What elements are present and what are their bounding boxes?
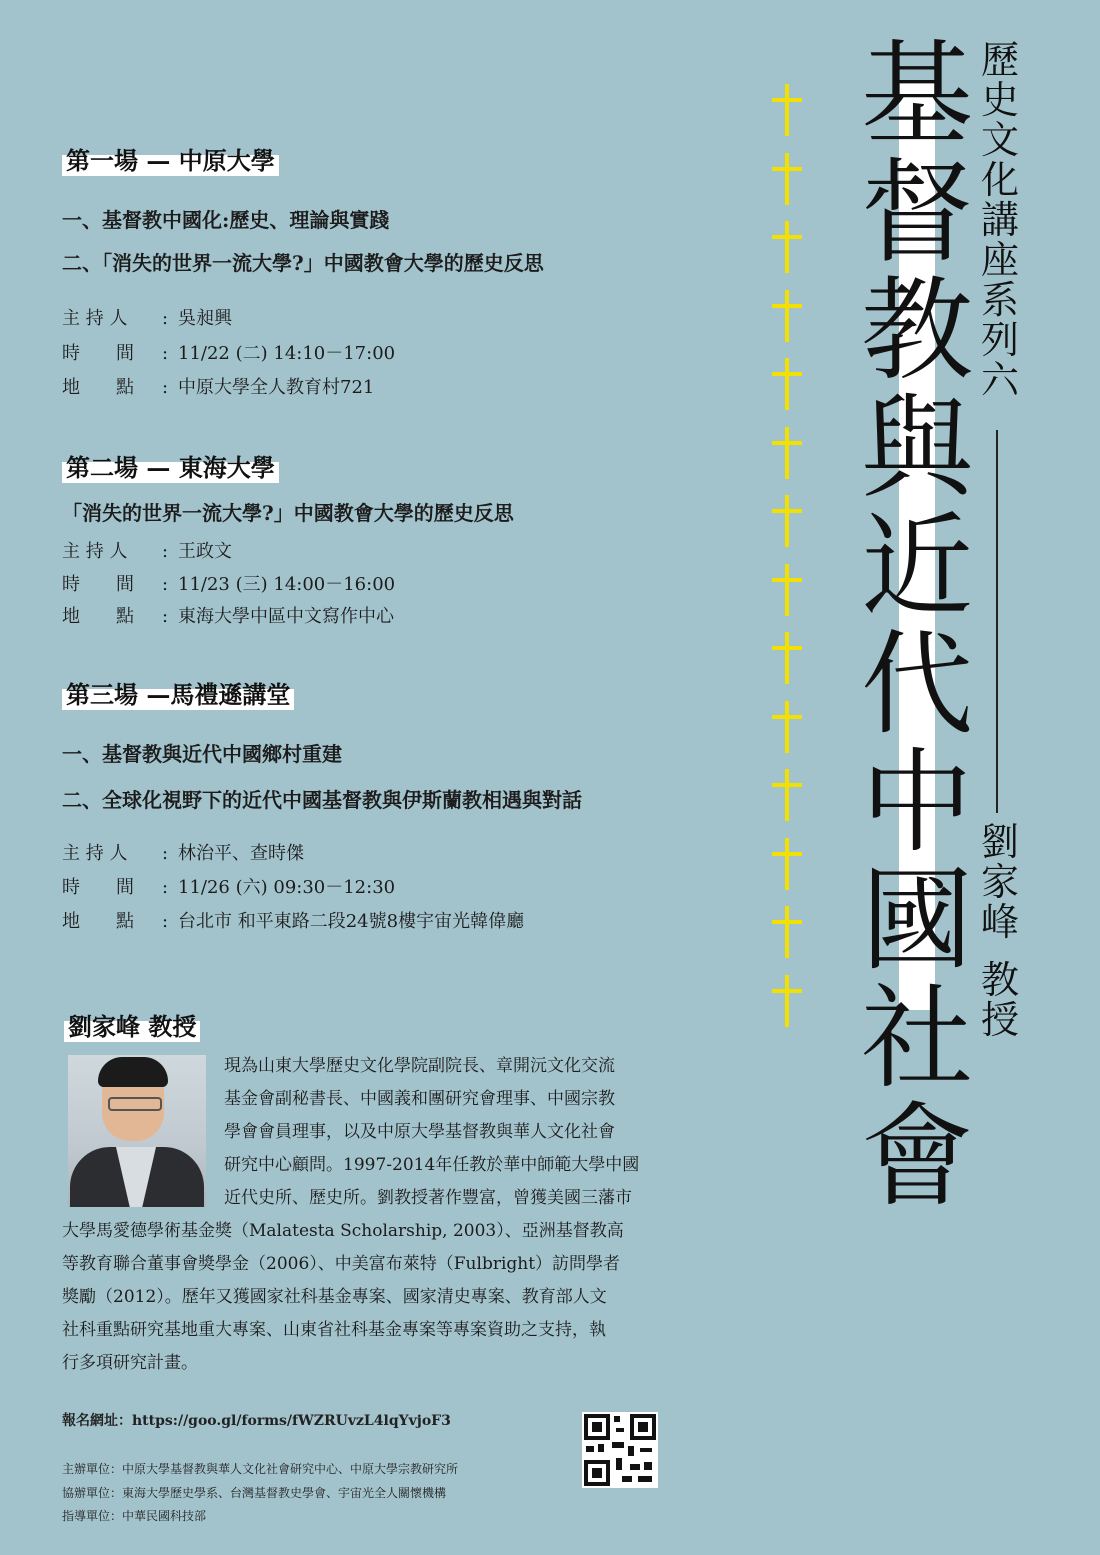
session-1-topic-1: 一、基督教中國化:歷史、理論與實踐 bbox=[62, 208, 390, 232]
author-char: 家 bbox=[980, 860, 1019, 904]
time-label: 時 間 bbox=[62, 343, 134, 364]
session-2-time-row: 時 間 : 11/23 (三) 14:00－16:00 bbox=[62, 570, 395, 596]
cross-icon bbox=[772, 838, 802, 890]
session-1-host-row: 主 持 人 : 吳昶興 bbox=[62, 304, 232, 330]
series-char: 六 bbox=[980, 358, 1019, 402]
session-1-place-row: 地 點 : 中原大學全人教育村721 bbox=[62, 373, 374, 399]
place-value: 東海大學中區中文寫作中心 bbox=[178, 606, 394, 627]
bio-line: 行多項研究計畫。 bbox=[62, 1353, 198, 1373]
divider-line bbox=[996, 430, 998, 813]
cross-icon bbox=[772, 153, 802, 205]
series-char: 史 bbox=[980, 78, 1019, 122]
session-3-host-row: 主 持 人 : 林治平、查時傑 bbox=[62, 839, 304, 865]
host-label: 主 持 人 bbox=[62, 541, 128, 562]
title-char: 會 bbox=[861, 1092, 973, 1222]
session-2-host-row: 主 持 人 : 王政文 bbox=[62, 537, 232, 563]
bio-line: 社科重點研究基地重大專案、山東省社科基金專案等專案資助之支持，執 bbox=[62, 1320, 606, 1340]
title-char: 國 bbox=[861, 856, 973, 986]
bio-line: 現為山東大學歷史文化學院副院長、章開沅文化交流 bbox=[224, 1056, 615, 1076]
cross-icon bbox=[772, 701, 802, 753]
session-1-time-row: 時 間 : 11/22 (二) 14:10－17:00 bbox=[62, 339, 395, 365]
bio-line: 近代史所、歷史所。劉教授著作豐富，曾獲美國三藩市 bbox=[224, 1188, 632, 1208]
organizer-host: 主辦單位：中原大學基督教與華人文化社會研究中心、中原大學宗教研究所 bbox=[62, 1462, 459, 1476]
speaker-photo bbox=[68, 1055, 206, 1207]
bio-line: 學會會員理事，以及中原大學基督教與華人文化社會 bbox=[224, 1122, 615, 1142]
host-value: 王政文 bbox=[178, 541, 232, 562]
cross-icon bbox=[772, 769, 802, 821]
author-char: 峰 bbox=[980, 900, 1019, 944]
title-char: 代 bbox=[861, 620, 973, 750]
qr-code[interactable] bbox=[582, 1412, 658, 1488]
time-value: 11/22 (二) 14:10－17:00 bbox=[178, 343, 396, 364]
session-3-header: 第三場 —馬禮遜講堂 bbox=[62, 680, 294, 710]
author-name bbox=[976, 822, 1024, 1040]
session-3-time-row: 時 間 : 11/26 (六) 09:30－12:30 bbox=[62, 873, 395, 899]
session-1-topic-2: 二、「消失的世界一流大學?」中國教會大學的歷史反思 bbox=[62, 251, 544, 275]
main-title bbox=[852, 30, 982, 1222]
place-value: 中原大學全人教育村721 bbox=[178, 377, 375, 398]
series-char: 化 bbox=[980, 158, 1019, 202]
place-label: 地 點 bbox=[62, 911, 134, 932]
series-char: 系 bbox=[980, 278, 1019, 322]
bio-line: 獎勵（2012）。歷年又獲國家社科基金專案、國家清史專案、教育部人文 bbox=[62, 1287, 607, 1307]
bio-line: 研究中心顧問。1997-2014年任教於華中師範大學中國 bbox=[224, 1155, 640, 1175]
session-2-place-row: 地 點 : 東海大學中區中文寫作中心 bbox=[62, 602, 394, 628]
title-char: 教 bbox=[861, 266, 973, 396]
series-char: 文 bbox=[980, 118, 1019, 162]
cross-icon bbox=[772, 632, 802, 684]
host-value: 林治平、查時傑 bbox=[178, 843, 304, 864]
title-char: 督 bbox=[861, 148, 973, 278]
title-char: 社 bbox=[861, 974, 973, 1104]
bio-header: 劉家峰 教授 bbox=[64, 1012, 200, 1042]
host-label: 主 持 人 bbox=[62, 308, 128, 329]
cross-icon bbox=[772, 564, 802, 616]
session-2-topic-1: 「消失的世界一流大學?」中國教會大學的歷史反思 bbox=[62, 501, 514, 525]
bio-line: 等教育聯合董事會獎學金（2006）、中美富布萊特（Fulbright）訪問學者 bbox=[62, 1254, 621, 1274]
organizer-co: 協辦單位：東海大學歷史學系、台灣基督教史學會、宇宙光全人關懷機構 bbox=[62, 1486, 447, 1500]
author-char: 劉 bbox=[980, 820, 1019, 864]
time-label: 時 間 bbox=[62, 574, 134, 595]
cross-icon bbox=[772, 358, 802, 410]
bio-line: 大學馬愛德學術基金獎（Malatesta Scholarship, 2003）、亞洲基督教高 bbox=[62, 1221, 624, 1241]
host-value: 吳昶興 bbox=[178, 308, 232, 329]
series-title bbox=[976, 40, 1024, 400]
organizer-guide: 指導單位：中華民國科技部 bbox=[62, 1509, 207, 1523]
title-char: 與 bbox=[861, 384, 973, 514]
cross-icon bbox=[772, 427, 802, 479]
time-value: 11/26 (六) 09:30－12:30 bbox=[178, 877, 396, 898]
series-char: 講 bbox=[980, 198, 1019, 242]
cross-icon bbox=[772, 495, 802, 547]
session-2-header: 第二場 — 東海大學 bbox=[62, 453, 279, 483]
series-char: 列 bbox=[980, 318, 1019, 362]
place-label: 地 點 bbox=[62, 606, 134, 627]
cross-icon bbox=[772, 221, 802, 273]
series-char: 座 bbox=[980, 238, 1019, 282]
session-3-place-row: 地 點 : 台北市 和平東路二段24號8樓宇宙光韓偉廳 bbox=[62, 907, 524, 933]
series-char: 歷 bbox=[980, 38, 1019, 82]
time-value: 11/23 (三) 14:00－16:00 bbox=[178, 574, 396, 595]
registration-url[interactable]: 報名網址：https://goo.gl/forms/fWZRUvzL4lqYvjoF3 bbox=[62, 1413, 451, 1429]
cross-icon bbox=[772, 906, 802, 958]
author-char: 教 bbox=[980, 958, 1019, 1002]
title-char: 基 bbox=[861, 30, 973, 160]
time-label: 時 間 bbox=[62, 877, 134, 898]
host-label: 主 持 人 bbox=[62, 843, 128, 864]
title-char: 中 bbox=[861, 738, 973, 868]
title-char: 近 bbox=[861, 502, 973, 632]
place-label: 地 點 bbox=[62, 377, 134, 398]
cross-icon bbox=[772, 290, 802, 342]
session-1-header: 第一場 — 中原大學 bbox=[62, 146, 279, 176]
session-3-topic-1: 一、基督教與近代中國鄉村重建 bbox=[62, 742, 342, 766]
place-value: 台北市 和平東路二段24號8樓宇宙光韓偉廳 bbox=[178, 911, 525, 932]
bio-line: 基金會副秘書長、中國義和團研究會理事、中國宗教 bbox=[224, 1089, 615, 1109]
cross-icon bbox=[772, 84, 802, 136]
cross-icon bbox=[772, 975, 802, 1027]
session-3-topic-2: 二、全球化視野下的近代中國基督教與伊斯蘭教相遇與對話 bbox=[62, 788, 582, 812]
author-char: 授 bbox=[980, 998, 1019, 1042]
